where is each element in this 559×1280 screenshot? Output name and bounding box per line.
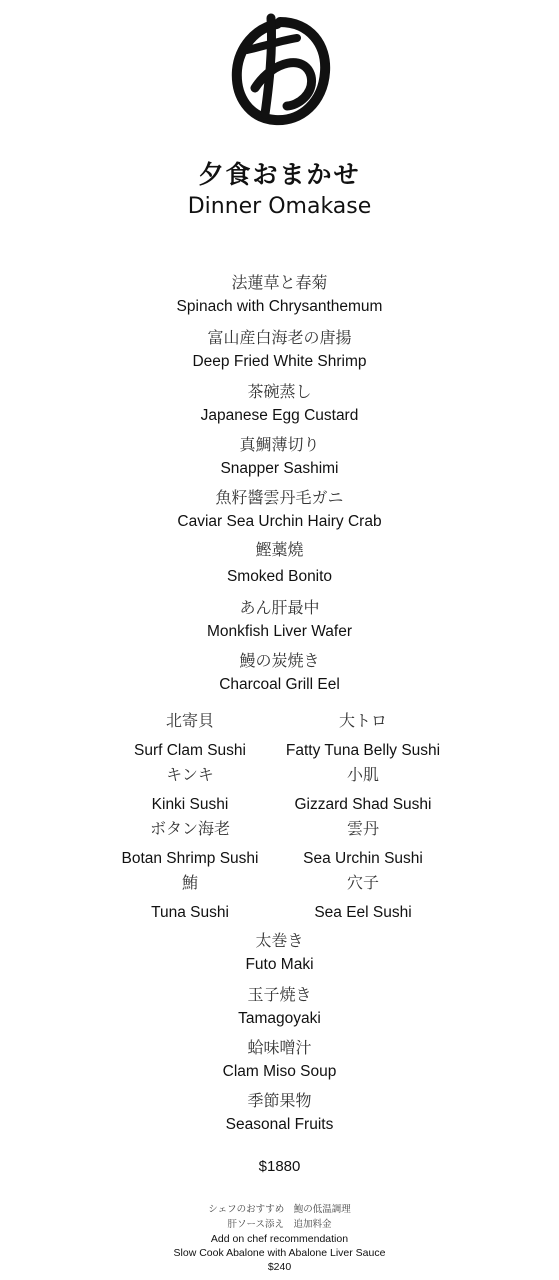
addon-desc-en-line2: Slow Cook Abalone with Abalone Liver Sauce [173,1247,386,1259]
sushi-name-jp: ボタン海老 [149,819,230,838]
brush-wa-logo-icon [225,10,335,130]
sushi-name-jp: 小肌 [346,765,379,784]
addon-price: $240 [267,1261,292,1273]
sushi-name-en: Sea Eel Sushi [314,904,412,921]
finale-name-jp: 太巻き [255,931,304,950]
course-name-en: Snapper Sashimi [220,460,339,477]
menu-title-jp: 夕食おまかせ [198,160,361,189]
course-item [0,597,559,645]
sushi-name-en: Sea Urchin Sushi [303,850,423,867]
sushi-name-en: Botan Shrimp Sushi [121,850,259,867]
course-item [0,327,559,375]
sushi-item [90,710,290,764]
finale-name-jp: 蛤味噌汁 [247,1038,312,1057]
sushi-item [263,872,463,926]
course-name-jp: 法蓮草と春菊 [231,273,328,292]
course-name-en: Caviar Sea Urchin Hairy Crab [177,513,382,530]
sushi-name-jp: 大トロ [338,711,387,730]
course-name-en: Charcoal Grill Eel [219,676,340,693]
sushi-name-jp: 穴子 [346,873,379,892]
course-item [0,272,559,320]
sushi-item [90,872,290,926]
addon-desc-jp-line2: 肝ソース添え 追加料金 [227,1219,332,1230]
course-name-en: Monkfish Liver Wafer [207,623,352,640]
course-item [0,487,559,535]
addon-desc-en-line1: Add on chef recommendation [210,1233,349,1245]
addon-section [0,1202,559,1274]
course-item [0,434,559,482]
course-name-en: Spinach with Chrysanthemum [176,298,383,315]
sushi-item [90,818,290,872]
finale-name-jp: 季節果物 [247,1091,312,1110]
sushi-item [263,710,463,764]
finale-item [0,1090,559,1138]
finale-name-en: Tamagoyaki [238,1010,321,1027]
finale-name-en: Futo Maki [245,956,314,973]
sushi-name-jp: 鮪 [181,873,198,892]
finale-item [0,984,559,1032]
menu-price: $1880 [258,1158,301,1175]
course-item [0,650,559,698]
course-name-jp: 魚籽醬雲丹毛ガニ [215,488,344,507]
course-name-en: Japanese Egg Custard [200,407,359,424]
course-name-en: Deep Fried White Shrimp [192,353,367,370]
finale-name-en: Seasonal Fruits [225,1116,334,1133]
addon-desc-jp-line1: シェフのおすすめ 鮑の低温調理 [208,1204,351,1215]
sushi-item [263,818,463,872]
finale-item [0,930,559,978]
sushi-name-en: Gizzard Shad Sushi [294,796,432,813]
sushi-name-jp: キンキ [166,765,214,784]
course-name-jp: 鰹藁燒 [255,540,304,559]
menu-title-en: Dinner Omakase [187,194,372,219]
sushi-name-en: Tuna Sushi [151,904,229,921]
sushi-name-en: Fatty Tuna Belly Sushi [285,742,441,759]
sushi-name-en: Surf Clam Sushi [134,742,246,759]
finale-name-en: Clam Miso Soup [222,1063,337,1080]
sushi-name-jp: 北寄貝 [165,711,214,730]
course-name-jp: 茶碗蒸し [247,382,312,401]
course-name-jp: 鰻の炭焼き [239,651,320,670]
finale-item [0,1037,559,1085]
course-name-jp: 真鯛薄切り [239,435,320,454]
sushi-item [90,764,290,818]
finale-name-jp: 玉子焼き [247,985,312,1004]
course-item [0,539,559,590]
logo-area [0,0,559,140]
sushi-item [263,764,463,818]
sushi-name-en: Kinki Sushi [151,796,229,813]
course-name-jp: 富山産白海老の唐揚 [207,328,352,347]
course-item [0,381,559,429]
course-name-en: Smoked Bonito [226,568,333,585]
sushi-name-jp: 雲丹 [346,819,379,838]
course-name-jp: あん肝最中 [239,598,320,617]
